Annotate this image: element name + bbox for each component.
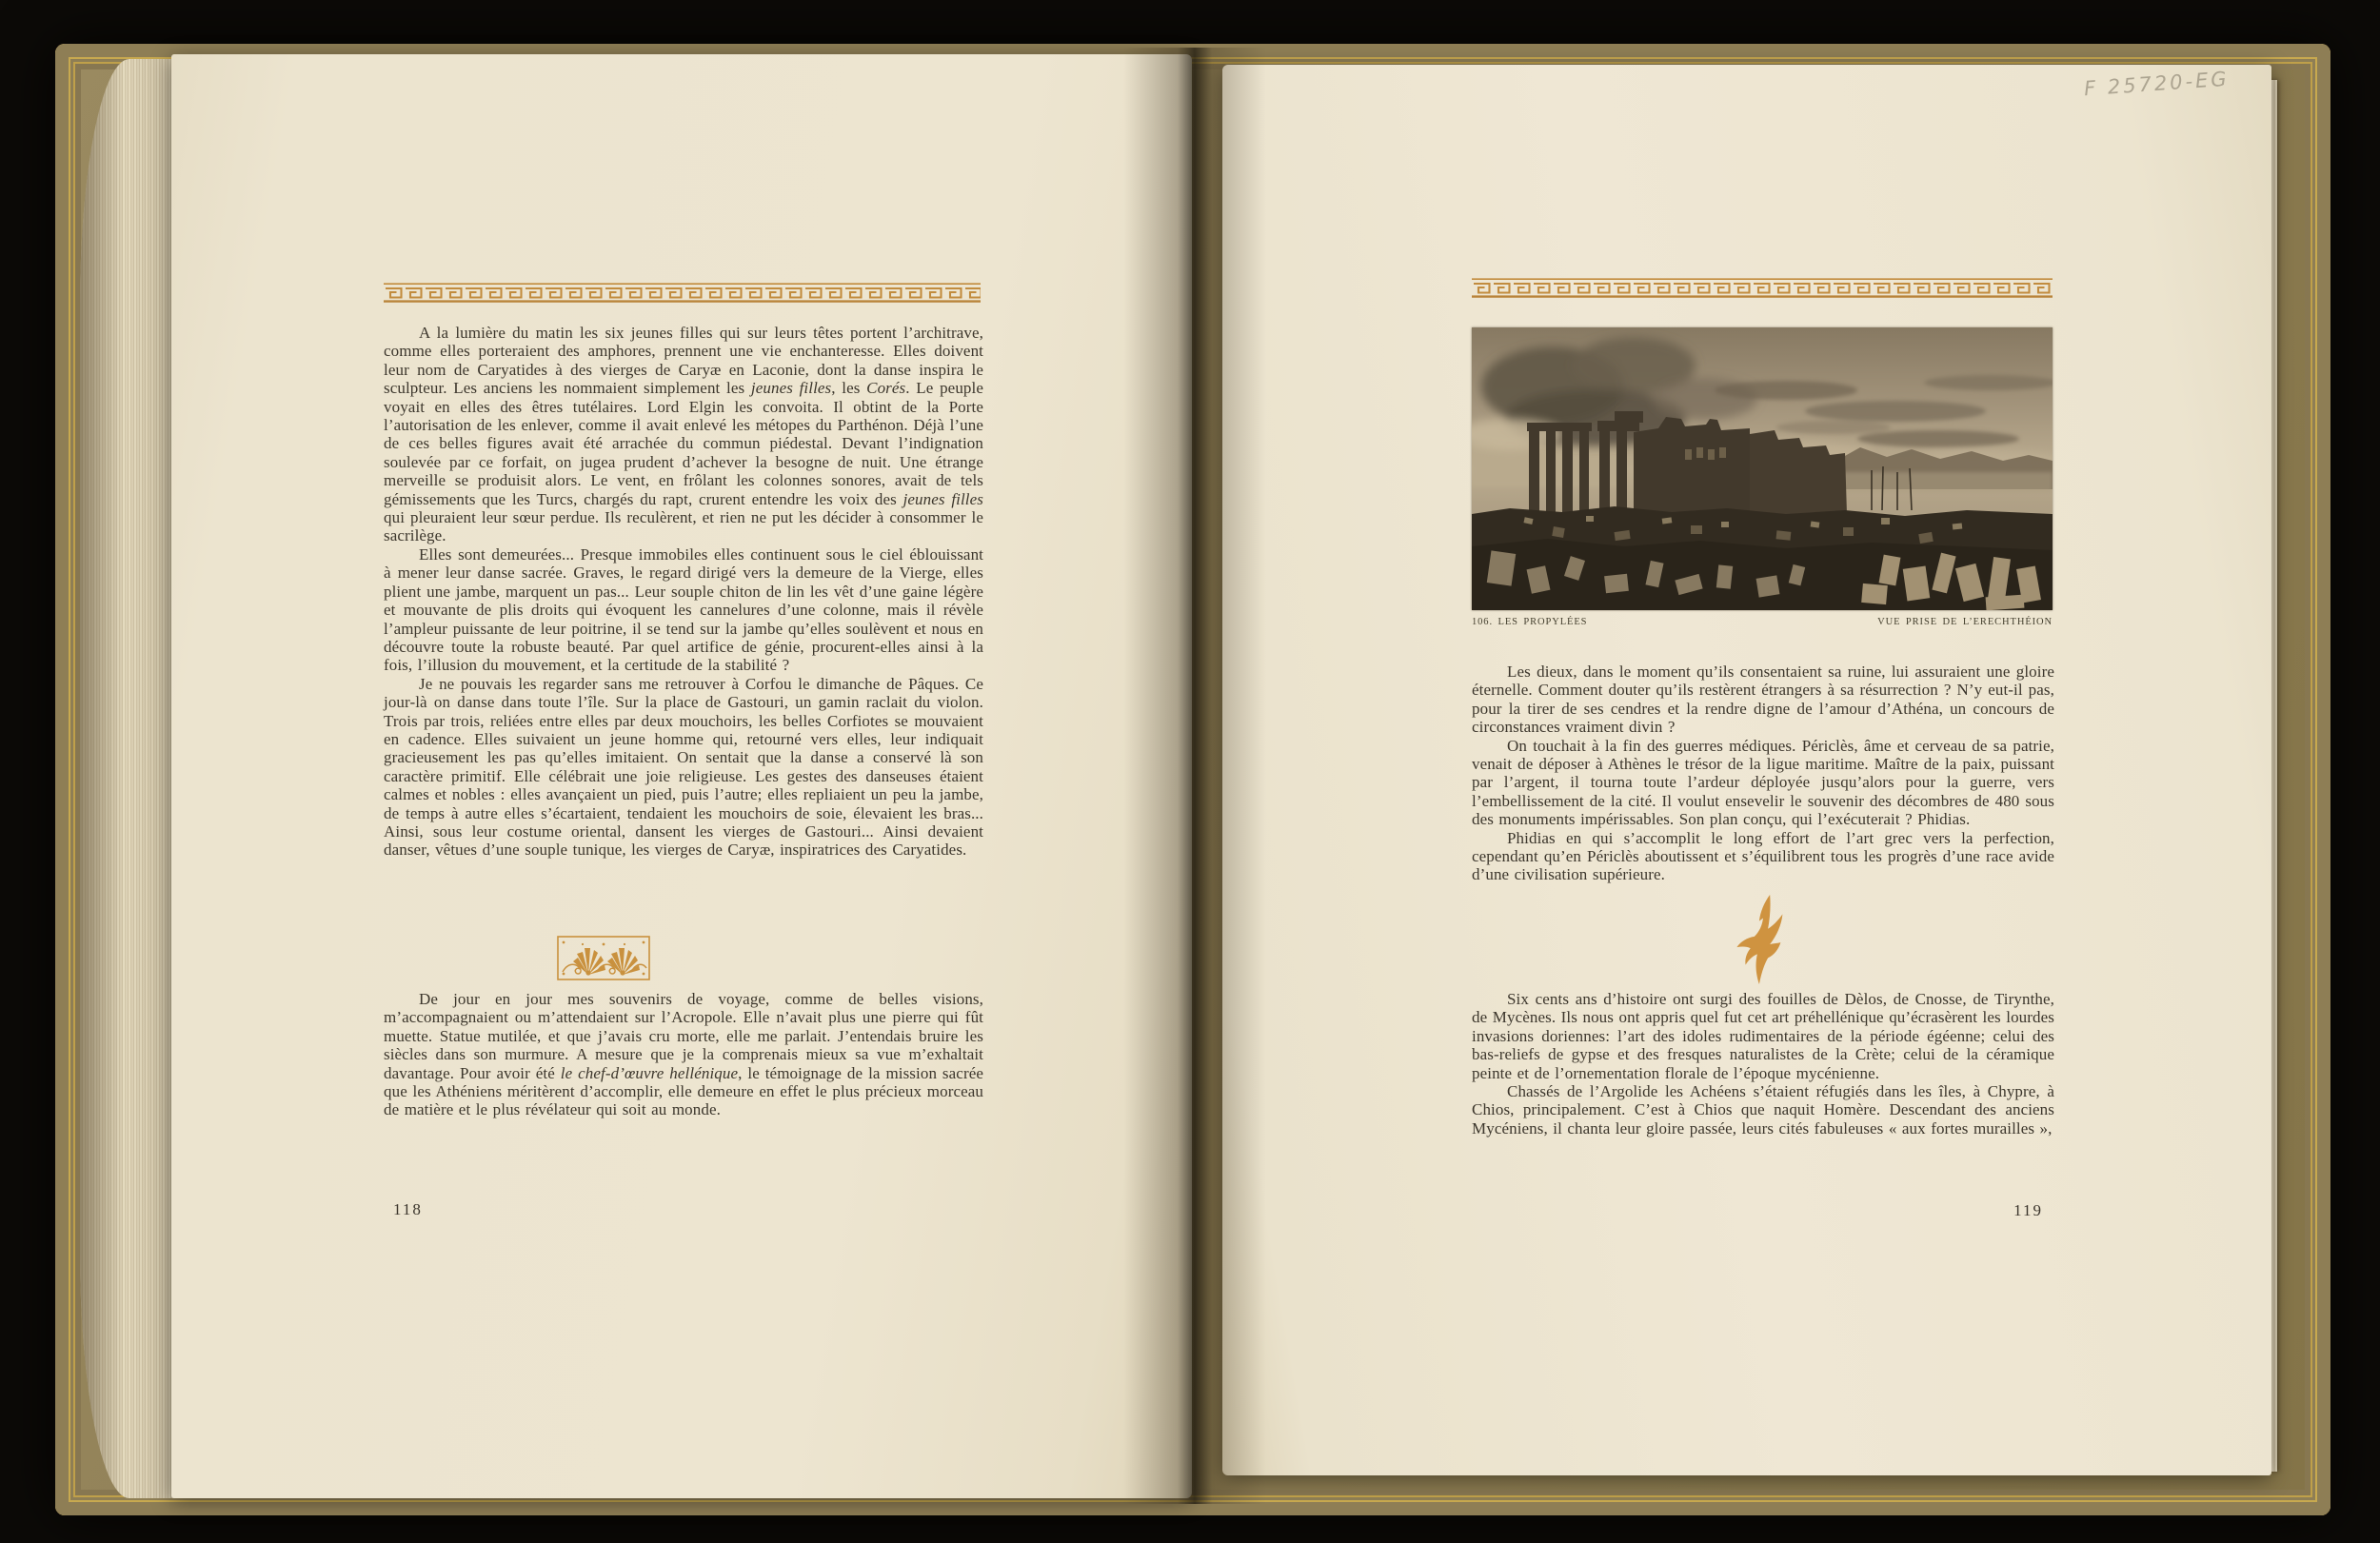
right-page xyxy=(1222,65,2271,1475)
body-paragraph: Les dieux, dans le moment qu’ils consentaient sa ruine, lui assuraient une gloire éternelle. Comment douter qu’ils restèrent étrangers à sa résurrection ? N’y eut-il pas, pour la tirer de ses cendres et la rendre digne de l’amour d’Athéna, un concours de circonstances vraiment divin ? xyxy=(1472,663,2054,737)
figure-caption-number-title: 106. LES PROPYLÉES xyxy=(1472,617,1588,627)
bird-ornament xyxy=(1734,895,1793,984)
body-paragraph: On touchait à la fin des guerres médiques. Périclès, âme et cerveau de sa patrie, venait de déposer à Athènes le trésor de la ligue maritime. Maître de la paix, puissant par l’argent, il tourna toute l’ardeur déployée jusqu’alors pour la guerre, vers l’embellissement de la cité. Il voulut ensevelir le souvenir des décombres de 480 sous des monuments impérissables. Son plan conçu, qui l’exécuterait ? Phidias. xyxy=(1472,736,2054,829)
body-paragraph: Je ne pouvais les regarder sans me retrouver à Corfou le dimanche de Pâques. Ce jour-là on danse dans toute l’île. Sur la place de Gastouri, un gamin raclait du violon. Trois par trois, reliées entre elles par deux mouchoirs, les belles Corfiotes se mouvaient en cadence. Elles suivaient un jeune homme qui, retourné vers elles, leur indiquait gracieusement les pas qu’elles imitaient. On sentait que la danse a conservé là son caractère primitif. Elle célébrait une joie religieuse. Les gestes des danseuses étaient calmes et nobles : elles avançaient un pied, puis l’autre; elles repliaient un peu la jambe, de temps à autre elles s’écartaient, tendaient les mouchoirs de soie, élevaient les bras... Ainsi, sous leur costume oriental, dansent les vierges de Gastouri... Ainsi devaient danser, vêtues d’une souple tunique, les vierges de Caryæ, inspiratrices des Caryatides. xyxy=(384,674,983,860)
left-page-closing-block xyxy=(384,990,983,1119)
figure-caption-viewpoint: VUE PRISE DE L’ERECHTHÉION xyxy=(1877,617,2053,627)
body-paragraph: Phidias en qui s’accomplit le long effort de l’art grec vers la perfection, cependant qu’en Périclès aboutissent et s’équilibrent tous les progrès d’une race avide d’une civilisation supérieure. xyxy=(1472,828,2054,884)
figure-caption-row xyxy=(1472,617,2053,627)
propylaea-photograph xyxy=(1472,327,2053,610)
body-paragraph: De jour en jour mes souvenirs de voyage, comme de belles visions, m’accompagnaient ou m’attendaient sur l’Acropole. Elle n’avait plus une pierre qui fût muette. Statue mutilée, et que j’avais cru morte, elle me parlait. J’entendais bruire les siècles dans son murmure. A mesure que je la comprenais mieux sa vue m’exhaltait davantage. Pour avoir été le chef-d’œuvre hellénique, le témoignage de la mission sacrée que les Athéniens méritèrent d’accomplir, elle demeure en effet le plus précieux morceau de matière et le plus révélateur qui soit au monde. xyxy=(384,990,983,1119)
greek-key-border-ornament xyxy=(1472,278,2053,298)
page-number-right: 119 xyxy=(2013,1201,2043,1219)
page-edges-left xyxy=(80,59,179,1498)
right-page-text-block-lower xyxy=(1472,990,2054,1137)
right-page-text-block-upper xyxy=(1472,663,2054,884)
greek-key-border-ornament xyxy=(384,283,981,303)
pencil-inscription: F 25720-EG xyxy=(2083,67,2231,101)
palmette-frieze-ornament xyxy=(557,936,650,980)
left-page-text-block xyxy=(384,324,983,860)
body-paragraph: A la lumière du matin les six jeunes filles qui sur leurs têtes portent l’architrave, comme elles porteraient des amphores, prennent une vie enchanteresse. Elles doivent leur nom de Caryatides à des vierges de Caryæ en Laconie, dont la danse inspira le sculpteur. Les anciens les nommaient simplement les jeunes filles, les Corés. Le peuple voyait en elles des êtres tutélaires. Lord Elgin les convoita. Il obtint de la Porte l’autorisation de les enlever, comme il avait enlevé les métopes du Parthénon. Déjà l’une de ces belles figures avait été arrachée du commun piédestal. Devant l’indignation soulevée par ce forfait, on jugea prudent d’achever la besogne de nuit. Une étrange merveille se produisit alors. Le vent, en frôlant les colonnes sonores, avait de tels gémissements que les Turcs, chargés du rapt, crurent entendre les voix des jeunes filles qui pleuraient leur sœur perdue. Ils reculèrent, et rien ne put les décider à consommer le sacrilège. xyxy=(384,324,983,545)
body-paragraph: Elles sont demeurées... Presque immobiles elles continuent sous le ciel éblouissant à mener leur danse sacrée. Graves, le regard dirigé vers la demeure de la Vierge, elles plient une jambe, marquent un pas... Leur souple chiton de lin les vêt d’une gaine légère et mouvante de plis droits qui évoquent les cannelures d’une colonne, mais il révèle l’ampleur puissante de leur poitrine, il se tend sur la jambe qu’elles soulèvent et nous en découvre toute la robuste beauté. Par quel artifice de génie, procurent-elles ainsi à la fois, l’illusion du mouvement, et la certitude de la stabilité ? xyxy=(384,544,983,675)
left-page xyxy=(171,54,1192,1498)
body-paragraph: Chassés de l’Argolide les Achéens s’étaient réfugiés dans les îles, à Chypre, à Chios, principalement. C’est à Chios que naquit Homère. Descendant des anciens Mycéniens, il chanta leur gloire passée, leurs cités fabuleuses « aux fortes murailles », xyxy=(1472,1082,2054,1137)
page-number-left: 118 xyxy=(393,1200,423,1218)
body-paragraph: Six cents ans d’histoire ont surgi des fouilles de Dèlos, de Cnosse, de Tirynthe, de Mycènes. Ils nous ont appris quel fut cet art préhellénique qu’écrasèrent les lourdes invasions doriennes: l’art des idoles rudimentaires de la période égéenne; celui des bas-reliefs de gypse et des fresques naturalistes de la Crète; celui de la céramique peinte et de l’ornementation florale de l’époque mycénienne. xyxy=(1472,990,2054,1082)
